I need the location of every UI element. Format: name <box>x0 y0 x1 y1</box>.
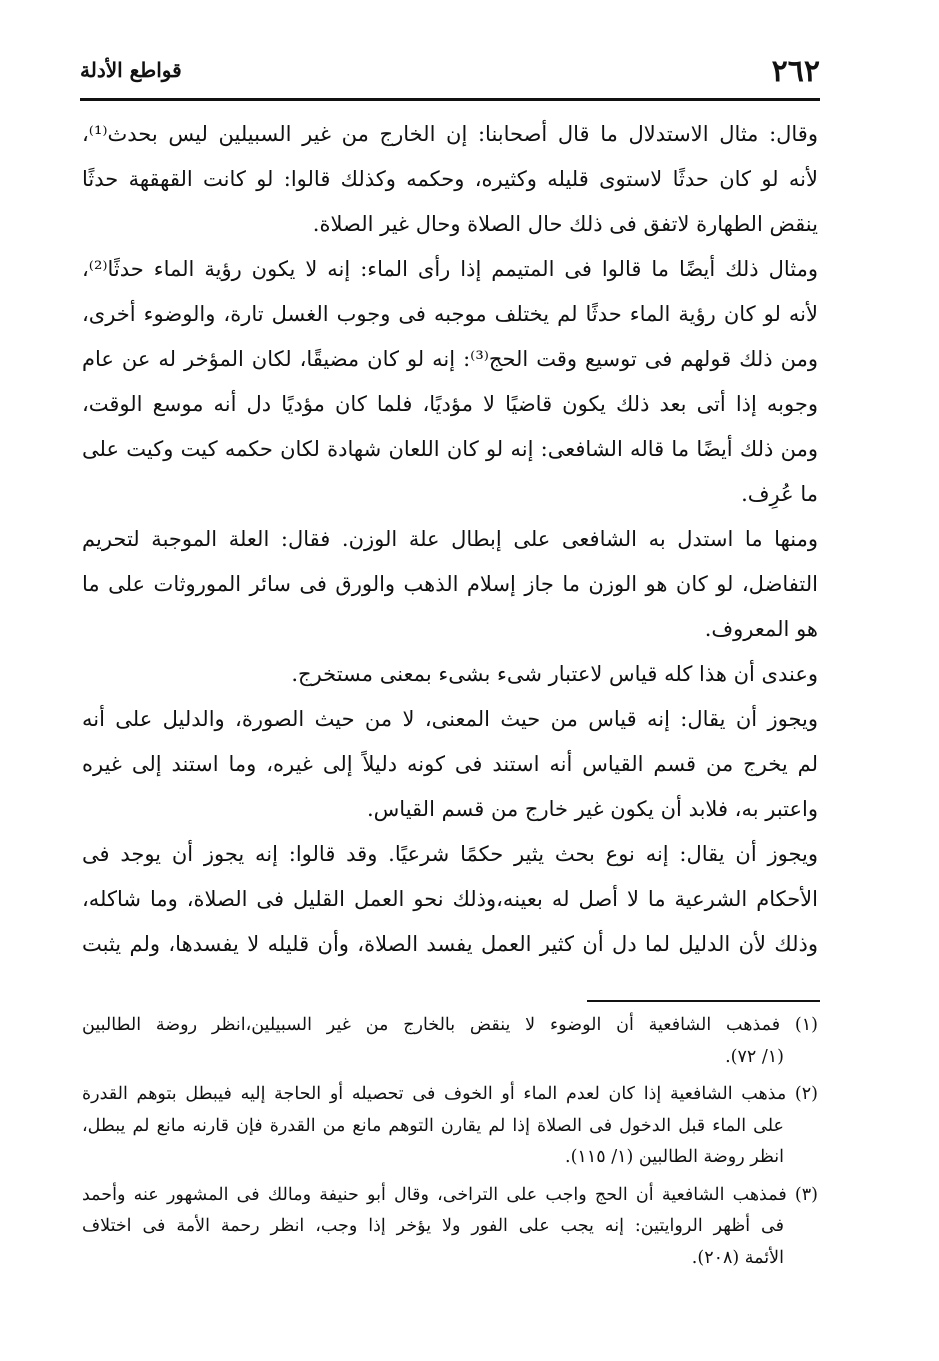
body-line: ومن ذلك أيضًا ما قاله الشافعى: إنه لو كان اللعان شهادة لكان حكمه كيت وكيت على <box>82 437 818 461</box>
body-line: ويجوز أن يقال: إنه نوع بحث يثير حكمًا شرعيًا. وقد قالوا: إنه يجوز أن يوجد فى <box>82 842 818 866</box>
footnote-line: انظر روضة الطالبين (١/ ١١٥). <box>565 1147 784 1167</box>
footnote-line: (٢) مذهب الشافعية إذا كان لعدم الماء أو الخوف فى تحصيله أو الحاجة إليه فيبطل بتوهم القدرة <box>82 1084 818 1104</box>
body-line: لم يخرج من قسم القياس أنه استند فى كونه دليلاً إلى غيره، وما استند إلى غيره <box>82 752 818 776</box>
footnotes <box>82 1010 818 1274</box>
body-line: ما عُرِف. <box>741 482 818 506</box>
page-number: ٢٦٢ <box>771 54 820 89</box>
footnote-line: (٣) فمذهب الشافعية أن الحج واجب على التراخى، وقال أبو حنيفة ومالك فى المشهور عنه وأحمد <box>82 1184 818 1205</box>
body-line: لأنه لو كان حدثًا لاستوى قليله وكثيره، وحكمه وكذلك قالوا: لو كانت القهقهة حدثًا <box>82 167 818 191</box>
body-line: ينقض الطهارة لاتفق فى ذلك حال الصلاة وحال غير الصلاة. <box>312 212 818 236</box>
footnote-line: (١/ ٧٢). <box>725 1046 784 1067</box>
footnote-line: الأئمة (٢٠٨). <box>691 1247 784 1268</box>
body-line: التفاضل، لو كان هو الوزن ما جاز إسلام الذهب والورق فى سائر الموروثات على ما <box>82 572 818 596</box>
body-line: الأحكام الشرعية ما لا أصل له بعينه،وذلك نحو العمل القليل فى الصلاة، وما شاكله، <box>82 887 818 911</box>
body-line: وعندى أن هذا كله قياس لاعتبار شىء بشىء بمعنى مستخرج. <box>291 662 818 686</box>
body-line: ومثال ذلك أيضًا ما قالوا فى المتيمم إذا رأى الماء: إنه لا يكون رؤية الماء حدثًا⁽²⁾، <box>82 257 818 281</box>
body-line: وجوبه إذا أتى بعد ذلك يكون قاضيًا لا مؤديًا، فلما كان مؤديًا دل أنه موسع الوقت، <box>82 392 818 416</box>
footnote-line: فى أظهر الروايتين: إنه يجب على الفور ولا يؤخر إذا وجب، انظر رحمة الأمة فى اختلاف <box>82 1216 784 1236</box>
footnote-line: (١) فمذهب الشافعية أن الوضوء لا ينقض بالخارج من غير السبيلين،انظر روضة الطالبين <box>82 1015 818 1035</box>
body-line: وذلك لأن الدليل لما دل أن كثير العمل يفسد الصلاة، وأن قليله لا يفسدها، ولم يثبت <box>82 932 818 956</box>
body-text <box>82 112 818 967</box>
header-rule <box>80 98 820 101</box>
body-line: ومنها ما استدل به الشافعى على إبطال علة الوزن. فقال: العلة الموجبة لتحريم <box>82 527 818 551</box>
page-header <box>80 50 820 90</box>
footnote-rule <box>587 1000 820 1002</box>
body-line: ويجوز أن يقال: إنه قياس من حيث المعنى، لا من حيث الصورة، والدليل على أنه <box>82 707 818 731</box>
footnote-line: على الماء قبل الدخول فى الصلاة إذا لم يقارن التوهم مانع من القدرة فإن قارنه مانع لم يبطل، <box>82 1115 784 1136</box>
running-title: قواطع الأدلة <box>80 58 182 82</box>
body-line: وقال: مثال الاستدلال ما قال أصحابنا: إن الخارج من غير السبيلين ليس بحدث⁽¹⁾، <box>82 122 818 146</box>
body-line: هو المعروف. <box>704 617 818 641</box>
body-line: ومن ذلك قولهم فى توسيع وقت الحج⁽³⁾: إنه لو كان مضيقًا، لكان المؤخر له عن عام <box>82 347 818 371</box>
body-line: واعتبر به، فلابد أن يكون غير خارج من قسم القياس. <box>367 797 818 821</box>
body-line: لأنه لو كان رؤية الماء حدثًا لم يختلف موجبه فى وجوب الغسل تارة، والوضوء أخرى، <box>82 302 818 326</box>
